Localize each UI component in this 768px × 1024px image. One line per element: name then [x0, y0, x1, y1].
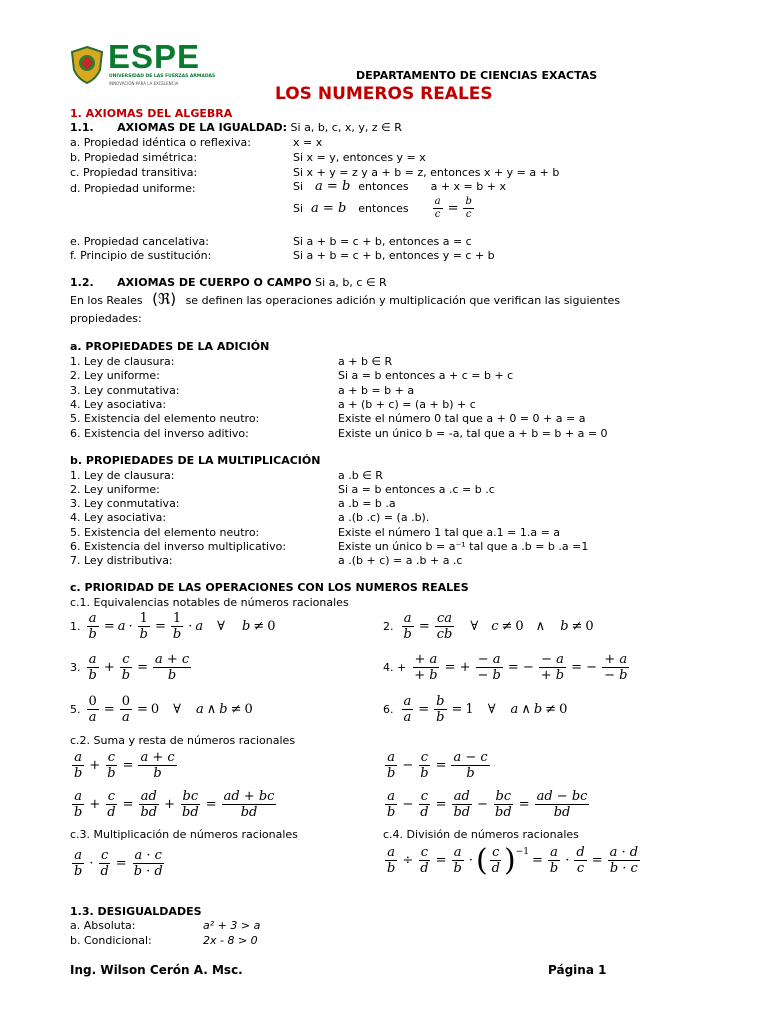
footer-page: Página 1 — [548, 963, 607, 977]
equation-3: 3. $\frac{a}{b}$ + $\frac{c}{b}$ = $\frac{a + c}{b}$ — [70, 652, 190, 683]
suma-equation: $\frac{a}{b}$ + $\frac{c}{b}$ = $\frac{a + c}{b}$ — [74, 750, 175, 781]
equation-4: 4. + $\frac{+ a}{+ b}$ = + $\frac{- a}{- b}$ = − $\frac{- a}{+ b}$ = − $\frac{+ a}{- b}$ — [383, 652, 628, 683]
logo-text: ESPE — [108, 38, 201, 75]
logo-subtitle: UNIVERSIDAD DE LAS FUERZAS ARMADAS — [109, 74, 216, 79]
page-title: LOS NUMEROS REALES — [275, 84, 493, 104]
mult-heading: b. PROPIEDADES DE LA MULTIPLICACIÓN — [70, 454, 321, 467]
div-equation: $\frac{a}{b}$ ÷ $\frac{c}{d}$ = $\frac{a}{b}$ · ( $\frac{c}{d}$ ) −1 = $\frac{a}{b}$ · $\frac{d}{c}$ = $\frac{a \cdot d}{b \cdot c}$ — [387, 842, 639, 878]
adicion-heading: a. PROPIEDADES DE LA ADICIÓN — [70, 340, 270, 353]
espe-logo — [70, 38, 216, 88]
section-1-heading: 1. AXIOMAS DEL ALGEBRA — [70, 107, 233, 120]
mult-equation: $\frac{a}{b}$ · $\frac{c}{d}$ = $\frac{a \cdot c}{b \cdot d}$ — [74, 848, 163, 879]
resta-equation: $\frac{a}{b}$ − $\frac{c}{b}$ = $\frac{a - c}{b}$ — [387, 750, 488, 781]
uniforme-line-2: Si a = b entonces $\frac{a}{c}$ = $\frac{b}{c}$ — [293, 196, 472, 220]
equation-5: 5. $\frac{0}{a}$ = $\frac{0}{a}$ = 0 ∀ a ∧ b ≠ 0 — [70, 694, 253, 725]
intro-paragraph: En los Reales (ℜ) se definen las operaciones adición y multiplicación que verifican las siguientes — [70, 290, 621, 308]
equation-6: 6. $\frac{a}{a}$ = $\frac{b}{b}$ = 1 ∀ a ∧ b ≠ 0 — [383, 694, 568, 725]
uniforme-line-1: Si a = b entonces a + x = b + x — [293, 179, 506, 194]
resta-distinct-equation: $\frac{a}{b}$ − $\frac{c}{d}$ = $\frac{ad}{bd}$ − $\frac{bc}{bd}$ = $\frac{ad - bc}{bd}$ — [387, 789, 588, 820]
equation-1: 1. $\frac{a}{b}$ = a · $\frac{1}{b}$ = $\frac{1}{b}$ · a ∀ b ≠ 0 — [70, 611, 276, 642]
prioridad-heading: c. PRIORIDAD DE LAS OPERACIONES CON LOS NUMEROS REALES — [70, 581, 469, 594]
section-1-1-heading: 1.1. AXIOMAS DE LA IGUALDAD: Si a, b, c, x, y, z ∈ R — [70, 121, 402, 134]
suma-distinct-equation: $\frac{a}{b}$ + $\frac{c}{d}$ = $\frac{ad}{bd}$ + $\frac{bc}{bd}$ = $\frac{ad + bc}{bd}$ — [74, 789, 275, 820]
footer-author: Ing. Wilson Cerón A. Msc. — [70, 963, 243, 977]
department: DEPARTAMENTO DE CIENCIAS EXACTAS — [356, 69, 598, 82]
desigualdades-heading: 1.3. DESIGUALDADES — [70, 905, 202, 918]
equation-2: 2. $\frac{a}{b}$ = $\frac{ca}{cb}$ ∀ c ≠ 0 ∧ b ≠ 0 — [383, 611, 594, 642]
section-1-2-heading: 1.2. AXIOMAS DE CUERPO O CAMPO Si a, b, c ∈ R — [70, 276, 387, 289]
shield-icon — [70, 46, 104, 84]
logo-motto: INNOVACIÓN PARA LA EXCELENCIA — [109, 81, 179, 86]
